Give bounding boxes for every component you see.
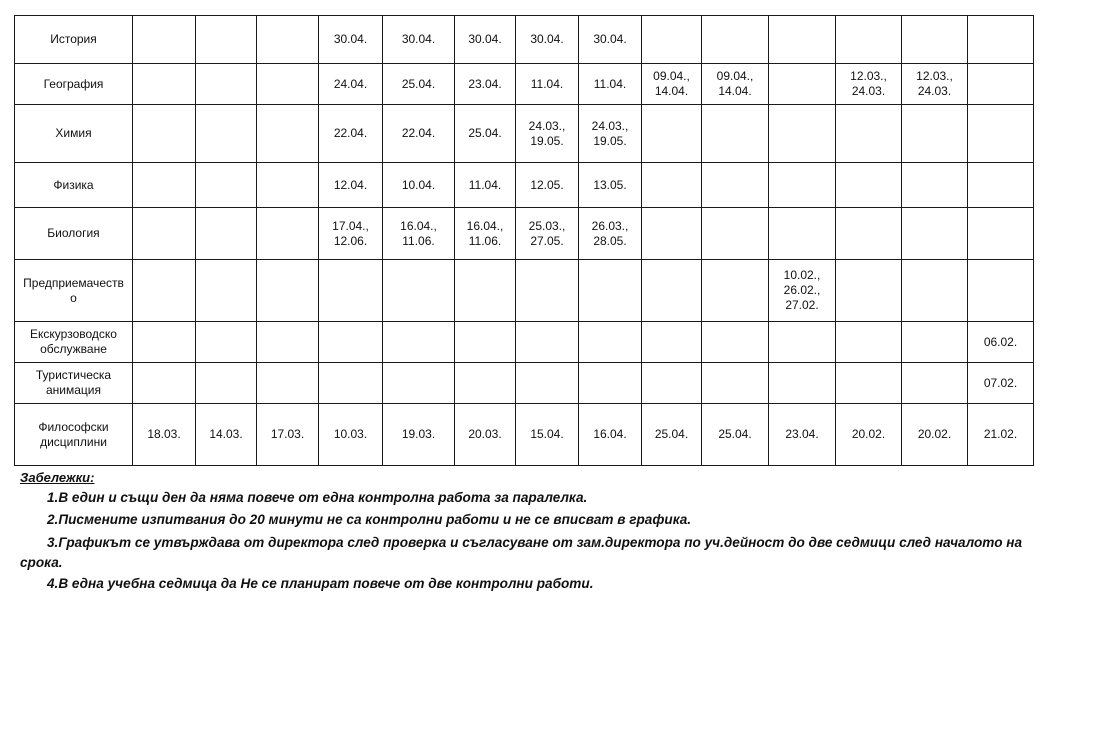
date-cell bbox=[133, 16, 196, 64]
date-cell bbox=[133, 363, 196, 404]
date-cell bbox=[133, 322, 196, 363]
date-cell: 22.04. bbox=[319, 105, 383, 163]
date-cell bbox=[836, 208, 902, 260]
date-cell bbox=[702, 16, 769, 64]
date-cell: 15.04. bbox=[516, 404, 579, 466]
date-cell bbox=[902, 322, 968, 363]
date-cell: 24.03., 19.05. bbox=[516, 105, 579, 163]
date-cell: 12.04. bbox=[319, 163, 383, 208]
date-cell bbox=[455, 363, 516, 404]
date-cell bbox=[702, 322, 769, 363]
date-cell: 30.04. bbox=[383, 16, 455, 64]
date-cell bbox=[455, 260, 516, 322]
date-cell: 11.04. bbox=[579, 64, 642, 105]
date-cell: 12.03., 24.03. bbox=[902, 64, 968, 105]
date-cell: 30.04. bbox=[455, 16, 516, 64]
date-cell bbox=[319, 363, 383, 404]
date-cell bbox=[319, 260, 383, 322]
date-cell: 23.04. bbox=[455, 64, 516, 105]
date-cell bbox=[196, 363, 257, 404]
date-cell bbox=[319, 322, 383, 363]
date-cell bbox=[836, 163, 902, 208]
date-cell: 26.03., 28.05. bbox=[579, 208, 642, 260]
date-cell bbox=[968, 260, 1034, 322]
date-cell: 16.04., 11.06. bbox=[455, 208, 516, 260]
date-cell bbox=[383, 363, 455, 404]
date-cell: 22.04. bbox=[383, 105, 455, 163]
subject-cell: Предприемачеств о bbox=[15, 260, 133, 322]
table-row bbox=[15, 404, 1034, 466]
subject-cell: Философски дисциплини bbox=[15, 404, 133, 466]
notes-section bbox=[20, 469, 1030, 595]
date-cell bbox=[257, 208, 319, 260]
date-cell bbox=[516, 322, 579, 363]
date-cell bbox=[769, 322, 836, 363]
date-cell bbox=[642, 163, 702, 208]
date-cell bbox=[702, 363, 769, 404]
date-cell bbox=[702, 163, 769, 208]
date-cell: 10.03. bbox=[319, 404, 383, 466]
date-cell: 12.05. bbox=[516, 163, 579, 208]
date-cell bbox=[902, 163, 968, 208]
date-cell bbox=[133, 64, 196, 105]
date-cell: 11.04. bbox=[516, 64, 579, 105]
date-cell: 09.04., 14.04. bbox=[702, 64, 769, 105]
date-cell bbox=[196, 163, 257, 208]
date-cell bbox=[257, 163, 319, 208]
date-cell bbox=[579, 322, 642, 363]
date-cell: 17.04., 12.06. bbox=[319, 208, 383, 260]
date-cell bbox=[579, 260, 642, 322]
date-cell: 12.03., 24.03. bbox=[836, 64, 902, 105]
date-cell: 25.04. bbox=[383, 64, 455, 105]
date-cell bbox=[257, 260, 319, 322]
date-cell bbox=[196, 260, 257, 322]
table-row bbox=[15, 260, 1034, 322]
date-cell bbox=[836, 16, 902, 64]
subject-cell: История bbox=[15, 16, 133, 64]
date-cell bbox=[133, 260, 196, 322]
note-item-4: 4.В една учебна седмица да Не се планират повече от две контролни работи. bbox=[47, 576, 594, 591]
date-cell bbox=[642, 16, 702, 64]
date-cell bbox=[257, 64, 319, 105]
date-cell: 09.04., 14.04. bbox=[642, 64, 702, 105]
note-item-2: 2.Писмените изпитвания до 20 минути не са контролни работи и не се вписват в графика. bbox=[47, 512, 692, 527]
date-cell bbox=[902, 16, 968, 64]
date-cell bbox=[257, 363, 319, 404]
subject-cell: География bbox=[15, 64, 133, 105]
date-cell bbox=[902, 105, 968, 163]
date-cell bbox=[196, 64, 257, 105]
table-row bbox=[15, 322, 1034, 363]
date-cell bbox=[769, 363, 836, 404]
date-cell bbox=[968, 64, 1034, 105]
date-cell: 24.04. bbox=[319, 64, 383, 105]
date-cell: 25.04. bbox=[702, 404, 769, 466]
date-cell: 30.04. bbox=[579, 16, 642, 64]
table-row bbox=[15, 208, 1034, 260]
date-cell: 19.03. bbox=[383, 404, 455, 466]
date-cell bbox=[702, 105, 769, 163]
date-cell bbox=[769, 163, 836, 208]
date-cell bbox=[257, 105, 319, 163]
date-cell bbox=[196, 105, 257, 163]
date-cell bbox=[968, 105, 1034, 163]
date-cell: 21.02. bbox=[968, 404, 1034, 466]
date-cell bbox=[133, 105, 196, 163]
subject-cell: Химия bbox=[15, 105, 133, 163]
date-cell bbox=[702, 260, 769, 322]
date-cell: 20.02. bbox=[836, 404, 902, 466]
date-cell bbox=[769, 16, 836, 64]
date-cell bbox=[836, 260, 902, 322]
date-cell bbox=[516, 260, 579, 322]
date-cell bbox=[642, 363, 702, 404]
date-cell: 25.04. bbox=[455, 105, 516, 163]
table-row bbox=[15, 363, 1034, 404]
date-cell: 30.04. bbox=[516, 16, 579, 64]
date-cell: 10.04. bbox=[383, 163, 455, 208]
date-cell: 14.03. bbox=[196, 404, 257, 466]
date-cell bbox=[902, 363, 968, 404]
date-cell bbox=[769, 208, 836, 260]
date-cell bbox=[769, 64, 836, 105]
date-cell bbox=[702, 208, 769, 260]
date-cell bbox=[257, 16, 319, 64]
date-cell bbox=[642, 260, 702, 322]
date-cell bbox=[836, 105, 902, 163]
date-cell bbox=[642, 208, 702, 260]
date-cell: 25.03., 27.05. bbox=[516, 208, 579, 260]
date-cell bbox=[516, 363, 579, 404]
date-cell bbox=[968, 163, 1034, 208]
notes-heading: Забележки: bbox=[20, 470, 95, 485]
date-cell bbox=[836, 363, 902, 404]
date-cell: 11.04. bbox=[455, 163, 516, 208]
note-item-1: 1.В един и същи ден да няма повече от една контролна работа за паралелка. bbox=[47, 490, 588, 505]
date-cell bbox=[968, 208, 1034, 260]
date-cell: 23.04. bbox=[769, 404, 836, 466]
date-cell: 25.04. bbox=[642, 404, 702, 466]
date-cell bbox=[769, 105, 836, 163]
subject-cell: Биология bbox=[15, 208, 133, 260]
date-cell bbox=[968, 16, 1034, 64]
date-cell bbox=[579, 363, 642, 404]
date-cell bbox=[257, 322, 319, 363]
date-cell: 13.05. bbox=[579, 163, 642, 208]
table-row bbox=[15, 64, 1034, 105]
date-cell bbox=[196, 322, 257, 363]
subject-cell: Физика bbox=[15, 163, 133, 208]
date-cell bbox=[133, 208, 196, 260]
date-cell bbox=[196, 16, 257, 64]
date-cell: 10.02., 26.02., 27.02. bbox=[769, 260, 836, 322]
subject-cell: Туристическа анимация bbox=[15, 363, 133, 404]
table-row bbox=[15, 16, 1034, 64]
date-cell bbox=[642, 322, 702, 363]
date-cell: 20.03. bbox=[455, 404, 516, 466]
date-cell bbox=[902, 260, 968, 322]
date-cell: 18.03. bbox=[133, 404, 196, 466]
date-cell: 16.04. bbox=[579, 404, 642, 466]
date-cell: 06.02. bbox=[968, 322, 1034, 363]
date-cell: 30.04. bbox=[319, 16, 383, 64]
date-cell: 07.02. bbox=[968, 363, 1034, 404]
date-cell: 16.04., 11.06. bbox=[383, 208, 455, 260]
table-row bbox=[15, 163, 1034, 208]
date-cell: 20.02. bbox=[902, 404, 968, 466]
date-cell bbox=[383, 260, 455, 322]
note-item-3: 3.Графикът се утвърждава от директора след проверка и съгласуване от зам.директора по уч.дейност до две седмици след началото на срока. bbox=[20, 535, 1023, 570]
exam-schedule-table bbox=[14, 15, 1034, 466]
date-cell: 24.03., 19.05. bbox=[579, 105, 642, 163]
subject-cell: Екскурзоводско обслужване bbox=[15, 322, 133, 363]
date-cell bbox=[902, 208, 968, 260]
date-cell bbox=[133, 163, 196, 208]
date-cell bbox=[196, 208, 257, 260]
date-cell bbox=[455, 322, 516, 363]
date-cell bbox=[836, 322, 902, 363]
date-cell bbox=[642, 105, 702, 163]
date-cell: 17.03. bbox=[257, 404, 319, 466]
date-cell bbox=[383, 322, 455, 363]
table-row bbox=[15, 105, 1034, 163]
